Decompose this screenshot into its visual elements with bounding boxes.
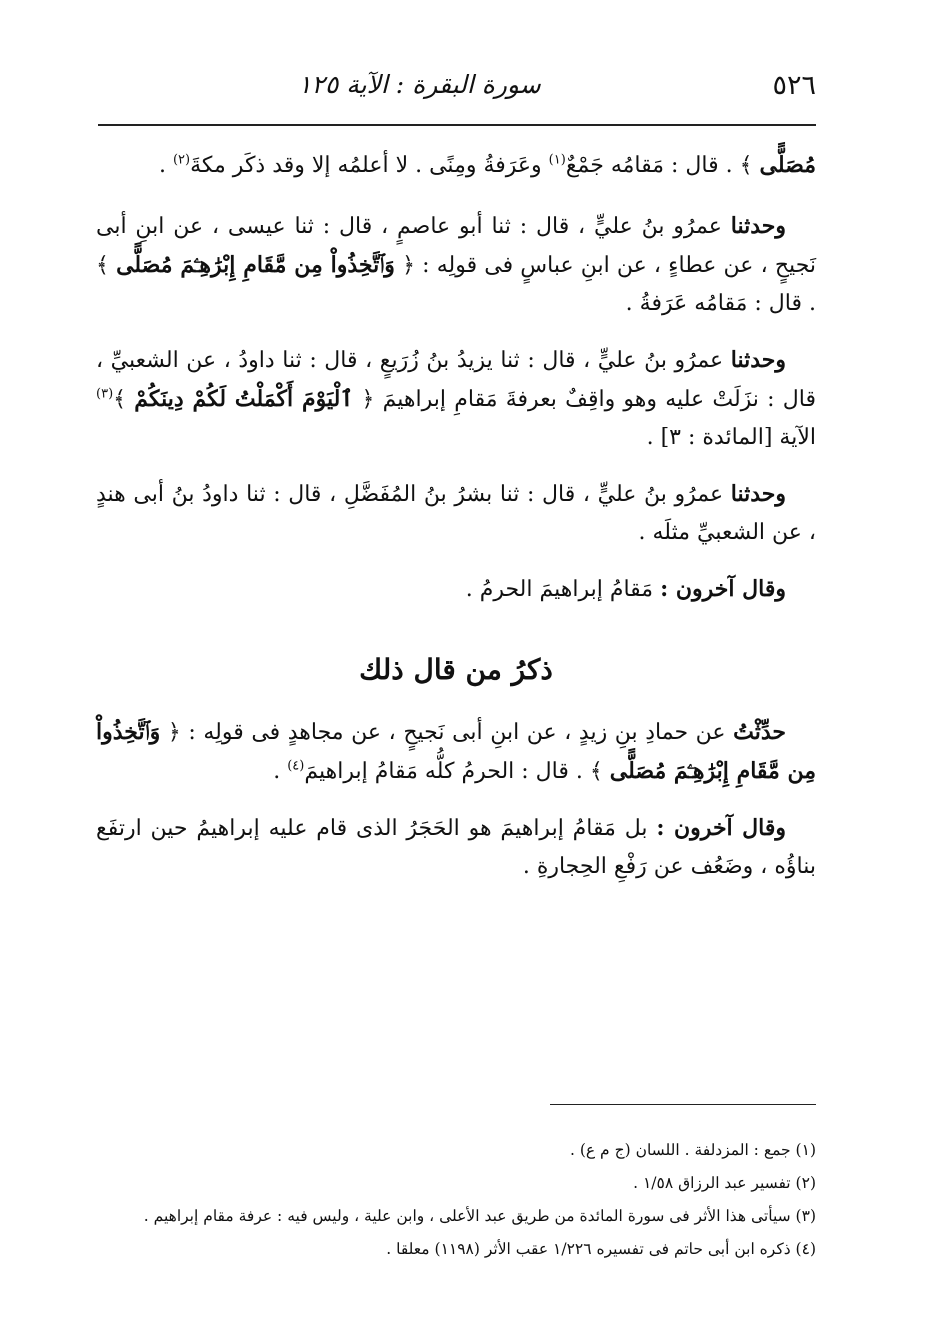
paragraph-4 xyxy=(96,475,816,552)
paragraph-text: . قال : مَقامُه عَرَفةُ . xyxy=(625,291,816,316)
narration-lead: وحدثنا xyxy=(730,213,786,239)
header-rule xyxy=(98,124,816,126)
narration-lead: وقال آخرون : xyxy=(660,576,786,602)
paragraph-text: عمرُو بنُ عليٍّ ، قال : ثنا بشرُ بنُ المُفَضَّلِ ، قال : ثنا داودُ بنُ أبى هندٍ ، عن الشعبيِّ مثلَه . xyxy=(96,482,816,545)
quran-close-brace: ﴾ xyxy=(96,253,109,278)
footnote-ref-4[interactable]: (٤) xyxy=(287,758,305,774)
paragraph-text: مَقامُ إبراهيمَ الحرمُ . xyxy=(465,577,654,602)
narration-lead: وقال آخرون : xyxy=(656,815,787,841)
quran-quote: مُصَلًّى xyxy=(759,152,816,178)
paragraph-text: . xyxy=(273,759,281,784)
narration-lead: حدِّثْتُ xyxy=(733,719,787,745)
footnote-3: (٣) سيأتى هذا الأثر فى سورة المائدة من طريق عبد الأعلى ، وابن علية ، وليس فيه : عرفة مقام إبراهيم . xyxy=(143,1207,816,1225)
paragraph-text: وعَرَفةُ ومِنًى . لا أعلمُه إلا وقد ذكَر مكةَ xyxy=(190,153,542,178)
narration-lead: وحدثنا xyxy=(730,481,786,507)
paragraph-text: . قال : الحرمُ كلُّه مَقامُ إبراهيمَ xyxy=(304,759,583,784)
quran-open-brace: ﴿ xyxy=(361,387,375,412)
paragraph-7 xyxy=(96,809,816,886)
footnote-1: (١) جمع : المزدلفة . اللسان (ج م ع) . xyxy=(569,1141,816,1159)
paragraph-text: عمرُو بنُ عليٍّ ، قال : ثنا يزيدُ بنُ زُرَيعٍ ، قال : ثنا داودُ ، عن الشعبيِّ ، قال : نزَلَتْ عليه وهو واقِفٌ بعرفةَ مَقامِ إبراهيمَ xyxy=(96,348,817,412)
paragraph-text: . قال : مَقامُه جَمْعٌ xyxy=(565,153,733,178)
quran-open-brace: ﴿ xyxy=(167,720,181,745)
paragraph-text: بل مَقامُ إبراهيمَ هو الحَجَرُ الذى قام عليه إبراهيمُ حين ارتفَع بناؤُه ، وضَعُف عن رَفْعِ الحِجارةِ . xyxy=(96,816,816,879)
page-body xyxy=(96,146,816,904)
quran-quote: وَٱتَّخِذُواْ مِن مَّقَامِ إِبْرَٰهِـۧمَ مُصَلًّى xyxy=(96,719,816,784)
quran-close-brace: ﴾ xyxy=(739,153,753,178)
paragraph-text: عمرُو بنُ عليٍّ ، قال : ثنا أبو عاصمٍ ، قال : ثنا عيسى ، عن ابنِ أبى نَجيحٍ ، عن عطاءٍ ، عن ابنِ عباسٍ فى قولِه : xyxy=(96,214,817,278)
footnote-4: (٤) ذكره ابن أبى حاتم فى تفسيره ١/٢٢٦ عقب الأثر (١١٩٨) معلقا . xyxy=(386,1240,816,1258)
footnote-ref-3[interactable]: (٣) xyxy=(96,386,114,402)
quran-close-brace: ﴾ xyxy=(589,759,603,784)
footnote-2: (٢) تفسير عبد الرزاق ١/٥٨ . xyxy=(633,1174,816,1192)
page-number: ٥٢٦ xyxy=(772,70,816,101)
footnote-ref-1[interactable]: (١) xyxy=(548,152,566,168)
page-header xyxy=(98,70,816,110)
narration-lead: وحدثنا xyxy=(730,347,786,373)
running-title: سورة البقرة : الآية ١٢٥ xyxy=(298,70,541,99)
paragraph-text: الآية [المائدة : ٣] . xyxy=(646,425,816,450)
paragraph-5 xyxy=(96,570,816,609)
paragraph-2 xyxy=(96,207,816,323)
paragraph-6 xyxy=(96,713,816,791)
quran-open-brace: ﴿ xyxy=(402,253,415,278)
quran-quote: ٱلْيَوْمَ أَكْمَلْتُ لَكُمْ دِينَكُمْ xyxy=(134,386,354,412)
quran-close-brace: ﴾ xyxy=(113,387,127,412)
footnote-rule xyxy=(550,1104,816,1105)
footnotes xyxy=(96,1134,816,1266)
footnote-ref-2[interactable]: (٢) xyxy=(172,152,191,168)
paragraph-text: . xyxy=(158,153,166,178)
paragraph-text: عن حمادِ بنِ زيدٍ ، عن ابنِ أبى نَجيحٍ ، عن مجاهدٍ فى قولِه : xyxy=(188,720,726,745)
quran-quote: وَٱتَّخِذُواْ مِن مَّقَامِ إِبْرَٰهِـۧمَ مُصَلًّى xyxy=(116,252,395,278)
section-title: ذكرُ من قال ذلك xyxy=(359,653,553,686)
paragraph-3 xyxy=(96,341,816,457)
paragraph-1 xyxy=(96,146,816,185)
